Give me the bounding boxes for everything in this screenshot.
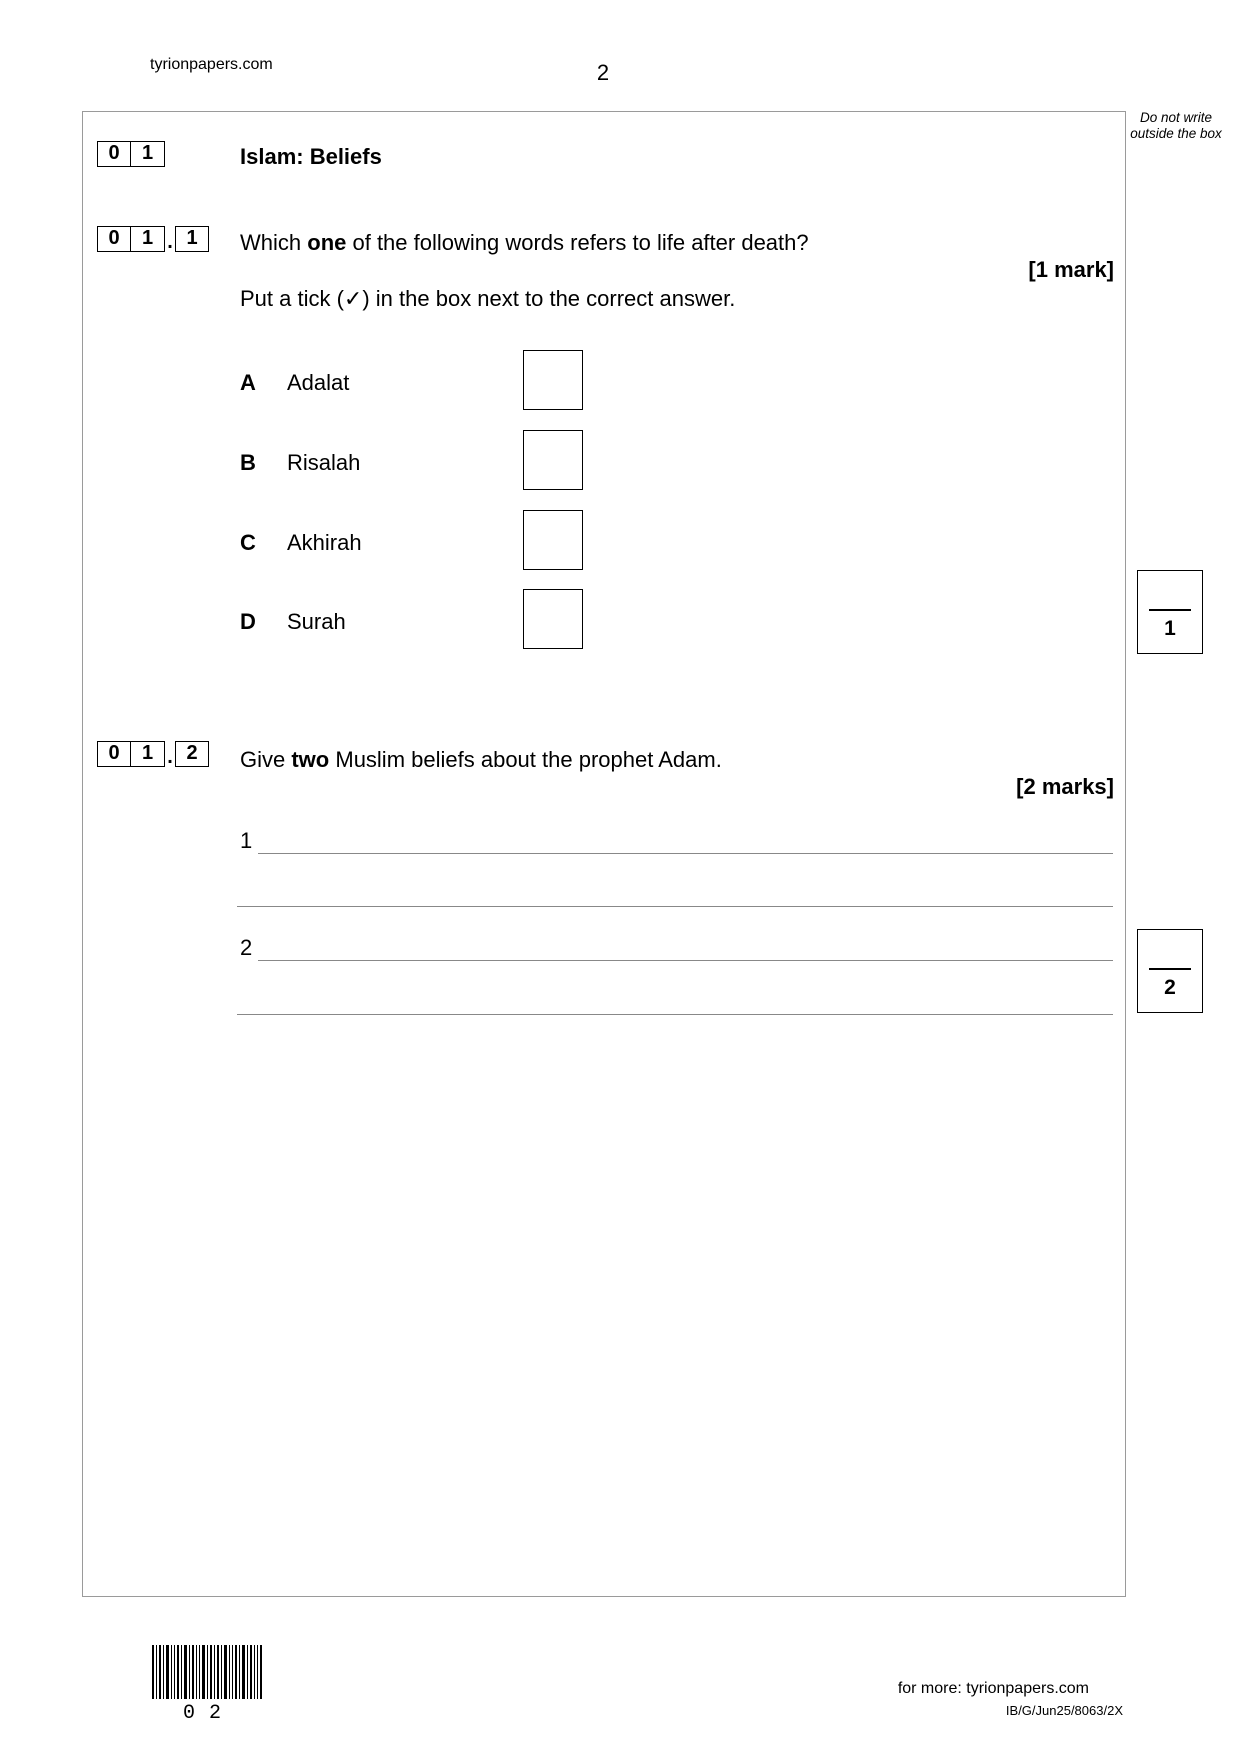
tick-box[interactable] — [523, 430, 583, 490]
option-text: Adalat — [287, 370, 350, 395]
max-score: 2 — [1164, 976, 1176, 999]
question-text — [240, 230, 809, 256]
tick-box[interactable] — [523, 589, 583, 649]
question-number-dot: . — [167, 746, 173, 768]
question-number-digit: 2 — [175, 741, 209, 767]
section-title: Islam: Beliefs — [240, 144, 382, 169]
answer-line[interactable] — [237, 906, 1113, 907]
option-letter: A — [240, 370, 256, 395]
option-text: Surah — [287, 609, 346, 634]
answer-line[interactable] — [237, 1014, 1113, 1015]
option-letter: C — [240, 530, 256, 555]
answer-line[interactable] — [258, 960, 1113, 961]
tick-box[interactable] — [523, 350, 583, 410]
question-number-digit: 0 — [97, 741, 131, 767]
max-score: 1 — [1164, 617, 1176, 640]
score-line — [1149, 609, 1191, 611]
section-number-digit: 0 — [97, 141, 131, 167]
score-line — [1149, 968, 1191, 970]
option-text: Akhirah — [287, 530, 362, 555]
instruction-text: Put a tick (✓) in the box next to the correct answer. — [240, 286, 736, 311]
marks-label: [1 mark] — [1028, 257, 1114, 282]
marks-label: [2 marks] — [1016, 774, 1114, 799]
answer-line-number: 1 — [240, 828, 253, 853]
question-text-part: Which — [240, 230, 308, 255]
barcode-image — [152, 1645, 264, 1699]
section-number-digit: 1 — [131, 141, 165, 167]
question-text-part: of the following words refers to life after death? — [346, 230, 809, 255]
paper-code: IB/G/Jun25/8063/2X — [1005, 1703, 1123, 1718]
answer-frame — [82, 111, 1126, 1597]
question-number — [97, 226, 209, 252]
question-number-digit: 1 — [175, 226, 209, 252]
barcode-number: 02 — [183, 1702, 236, 1725]
question-number-digit: 1 — [131, 741, 165, 767]
question-number-digit: 0 — [97, 226, 131, 252]
site-name: tyrionpapers.com — [150, 56, 273, 73]
question-text-part: Give — [240, 747, 292, 772]
score-box — [1137, 929, 1203, 1013]
question-text-emphasis: one — [307, 230, 347, 255]
option-text: Risalah — [287, 450, 361, 475]
question-text-part: Muslim beliefs about the prophet Adam. — [329, 747, 722, 772]
question-number-dot: . — [167, 231, 173, 253]
score-box — [1137, 570, 1203, 654]
question-text — [240, 747, 722, 773]
answer-line[interactable] — [258, 853, 1113, 854]
question-text-emphasis: two — [291, 747, 330, 772]
question-number-digit: 1 — [131, 226, 165, 252]
tick-box[interactable] — [523, 510, 583, 570]
question-number — [97, 741, 209, 767]
margin-note: Do not write outside the box — [1130, 110, 1222, 141]
option-letter: D — [240, 609, 256, 634]
footer-link-text: for more: tyrionpapers.com — [897, 1680, 1089, 1697]
page-number: 2 — [596, 60, 610, 85]
answer-line-number: 2 — [240, 935, 253, 960]
section-number — [97, 141, 165, 167]
option-letter: B — [240, 450, 256, 475]
